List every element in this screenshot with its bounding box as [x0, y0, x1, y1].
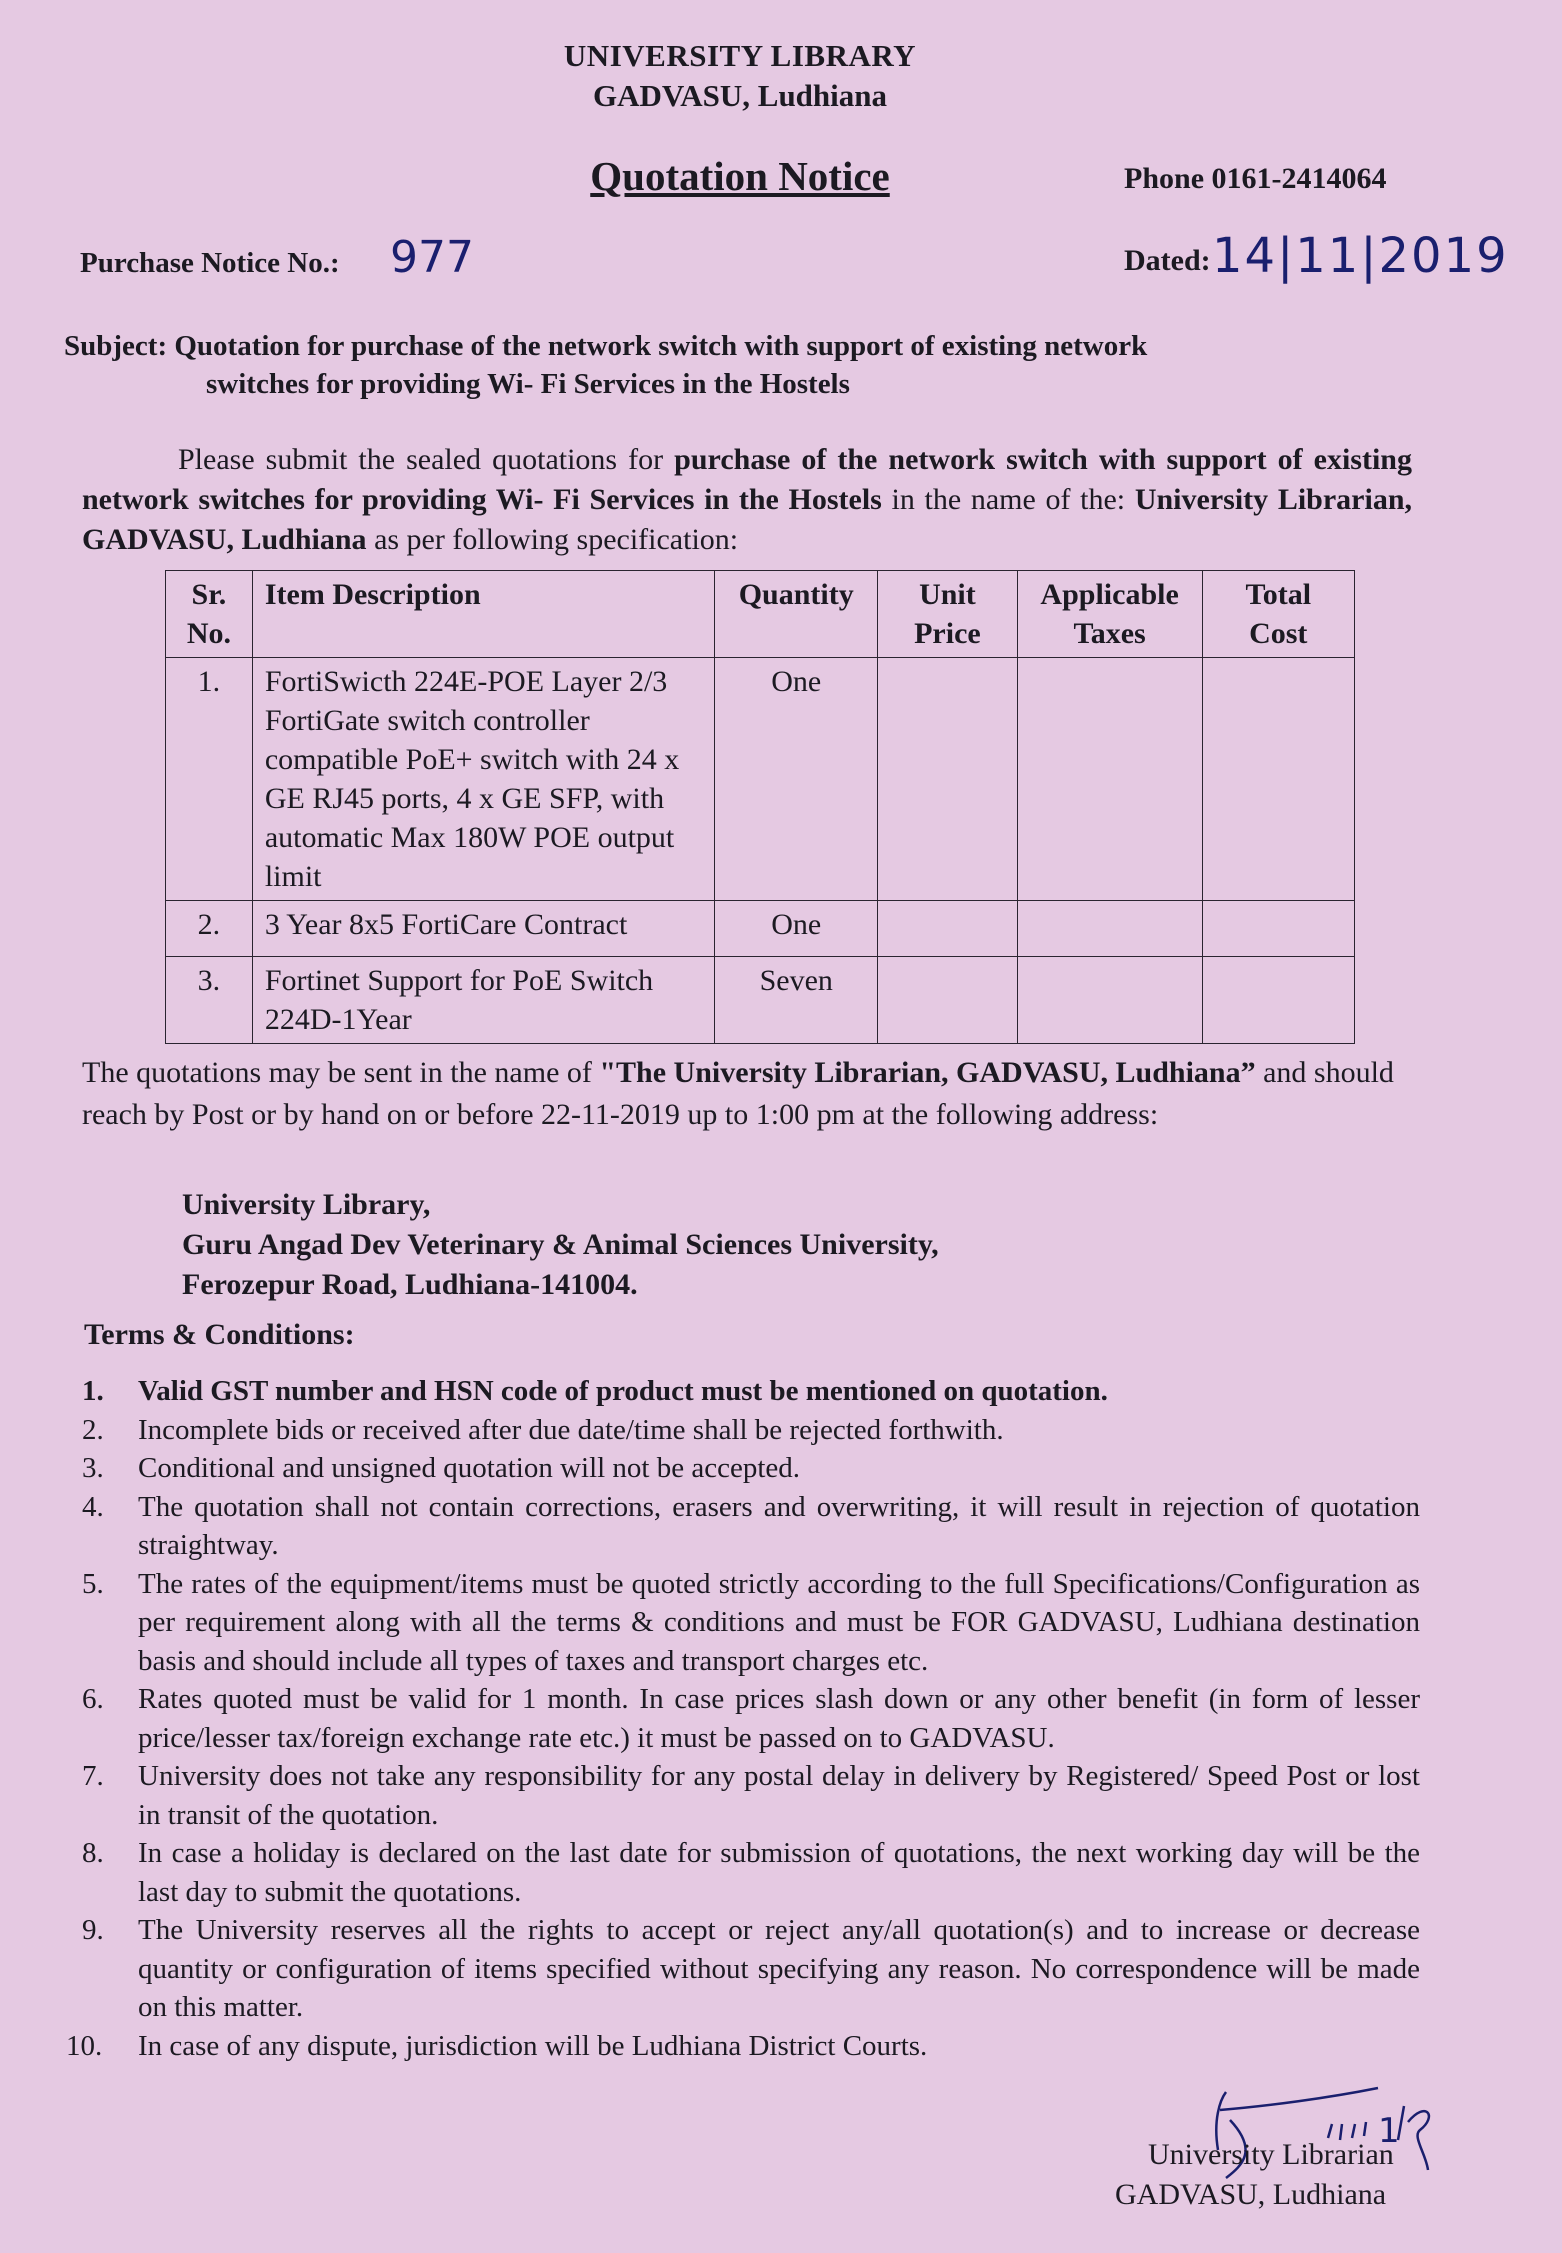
- signature-date: 1: [1378, 2111, 1400, 2151]
- term-number: 10.: [66, 2029, 103, 2062]
- terms-list: [60, 1372, 1420, 2065]
- specification-table: [165, 570, 1355, 1044]
- address-line-3: Ferozepur Road, Ludhiana-141004.: [182, 1268, 638, 1301]
- intro-text-1: Please submit the sealed quotations for: [178, 443, 675, 476]
- cell-unit-price: [878, 957, 1018, 1044]
- term-text: In case a holiday is declared on the last date for submission of quotations, the next working day will be the last day to submit the quotations.: [138, 1837, 1420, 1908]
- term-text: Rates quoted must be valid for 1 month. In case prices slash down or any other benefit (in form of lesser price/lesser tax/foreign exchange rate etc.) it must be passed on to GADVASU.: [138, 1683, 1420, 1754]
- cell-desc: FortiSwicth 224E-POE Layer 2/3 FortiGate switch controller compatible PoE+ switch with 24 x GE RJ45 ports, 4 x GE SFP, with automatic Max 180W POE output limit: [252, 658, 714, 901]
- address-line-2: Guru Angad Dev Veterinary & Animal Sciences University,: [182, 1228, 939, 1261]
- submission-text-2: and should reach by Post or by hand on or before 22-11-2019 up to 1:00 pm at the following address:: [82, 1056, 1394, 1131]
- cell-desc: 3 Year 8x5 FortiCare Contract: [252, 901, 714, 957]
- signatory-title: University Librarian: [1148, 2138, 1394, 2171]
- term-text: The rates of the equipment/items must be quoted strictly according to the full Specifications/Configuration as per requirement along with all the terms & conditions and must be FOR GADVASU, Ludhiana destination basis and should include all types of taxes and transport charges etc.: [138, 1567, 1420, 1677]
- cell-taxes: [1017, 957, 1202, 1044]
- list-item: [60, 1680, 1420, 1757]
- term-number: 9.: [82, 1914, 104, 1946]
- term-number: 6.: [82, 1683, 104, 1715]
- cell-total: [1202, 658, 1354, 901]
- list-item: [60, 1449, 1420, 1488]
- submission-paragraph: [82, 1052, 1422, 1136]
- address-line-1: University Library,: [182, 1188, 431, 1221]
- cell-sr: 3.: [166, 957, 253, 1044]
- term-text: The quotation shall not contain corrections, erasers and overwriting, it will result in rejection of quotation straightway.: [138, 1490, 1420, 1561]
- date-value: 14|11|2019: [1212, 228, 1509, 284]
- subject-line-1: Quotation for purchase of the network switch with support of existing network: [174, 330, 1148, 362]
- org-location: GADVASU, Ludhiana: [592, 78, 888, 113]
- cell-desc: Fortinet Support for PoE Switch 224D-1Year: [252, 957, 714, 1044]
- term-number: 7.: [82, 1760, 104, 1792]
- cell-unit-price: [878, 658, 1018, 901]
- cell-sr: 1.: [166, 658, 253, 901]
- term-number: 5.: [82, 1567, 104, 1600]
- intro-text-bold-1: purchase of the network switch with support of existing network switches for providing Wi- Fi Services in the Hostels: [82, 443, 1412, 516]
- list-item: [60, 1565, 1420, 1681]
- org-name: UNIVERSITY LIBRARY: [563, 38, 917, 73]
- cell-taxes: [1017, 658, 1202, 901]
- cell-unit-price: [878, 901, 1018, 957]
- list-item: [60, 2027, 1420, 2066]
- term-number: 4.: [82, 1490, 104, 1523]
- term-number: 8.: [82, 1837, 104, 1869]
- header-taxes: Applicable Taxes: [1017, 571, 1202, 658]
- subject: [64, 327, 1424, 403]
- cell-total: [1202, 957, 1354, 1044]
- table-header-row: [166, 571, 1355, 658]
- intro-paragraph: [82, 440, 1412, 560]
- header-total: Total Cost: [1202, 571, 1354, 658]
- cell-total: [1202, 901, 1354, 957]
- intro-text-bold-2: University Librarian, GADVASU, Ludhiana: [82, 483, 1412, 556]
- header-desc: Item Description: [252, 571, 714, 658]
- term-text: University does not take any responsibility for any postal delay in delivery by Registered/ Speed Post or lost in transit of the quotation.: [138, 1760, 1420, 1831]
- term-text: In case of any dispute, jurisdiction will be Ludhiana District Courts.: [138, 2029, 928, 2062]
- purchase-notice-label: Purchase Notice No.:: [80, 247, 340, 279]
- date-label: Dated:: [1124, 244, 1211, 277]
- list-item: [60, 1372, 1420, 1411]
- signatory-org: GADVASU, Ludhiana: [1115, 2178, 1387, 2211]
- list-item: [60, 1488, 1420, 1565]
- cell-qty: One: [715, 901, 878, 957]
- submission-text-bold: "The University Librarian, GADVASU, Ludhiana”: [599, 1056, 1256, 1089]
- table-row: [166, 901, 1355, 957]
- submission-text-1: The quotations may be sent in the name of: [82, 1056, 600, 1089]
- list-item: [60, 1911, 1420, 2027]
- cell-taxes: [1017, 901, 1202, 957]
- list-item: [60, 1834, 1420, 1911]
- subject-line-2: switches for providing Wi- Fi Services in the Hostels: [206, 368, 850, 400]
- intro-text-3: as per following specification:: [366, 523, 739, 556]
- header-qty: Quantity: [715, 571, 878, 658]
- phone-number: Phone 0161-2414064: [1124, 162, 1387, 195]
- cell-qty: Seven: [715, 957, 878, 1044]
- term-text: Incomplete bids or received after due date/time shall be rejected forthwith.: [138, 1413, 1004, 1446]
- cell-qty: One: [715, 658, 878, 901]
- cell-sr: 2.: [166, 901, 253, 957]
- term-text: The University reserves all the rights to accept or reject any/all quotation(s) and to increase or decrease quantity or configuration of items specified without specifying any reason. No correspondence will be made on this matter.: [138, 1914, 1420, 2023]
- table-row: [166, 658, 1355, 901]
- list-item: [60, 1411, 1420, 1450]
- term-text: Conditional and unsigned quotation will not be accepted.: [138, 1452, 801, 1484]
- term-number: 1.: [82, 1375, 104, 1407]
- subject-label: Subject:: [64, 330, 168, 362]
- table-row: [166, 957, 1355, 1044]
- header-unit-price: Unit Price: [878, 571, 1018, 658]
- list-item: [60, 1757, 1420, 1834]
- term-text: Valid GST number and HSN code of product must be mentioned on quotation.: [138, 1375, 1108, 1407]
- header-sr: Sr. No.: [166, 571, 253, 658]
- intro-text-2: in the name of the:: [881, 483, 1135, 516]
- terms-heading: Terms & Conditions:: [84, 1318, 355, 1351]
- address-block: [182, 1185, 939, 1305]
- term-number: 3.: [82, 1452, 104, 1484]
- page-title: Quotation Notice: [590, 153, 890, 199]
- term-number: 2.: [82, 1413, 104, 1446]
- purchase-notice-number: 977: [390, 232, 474, 283]
